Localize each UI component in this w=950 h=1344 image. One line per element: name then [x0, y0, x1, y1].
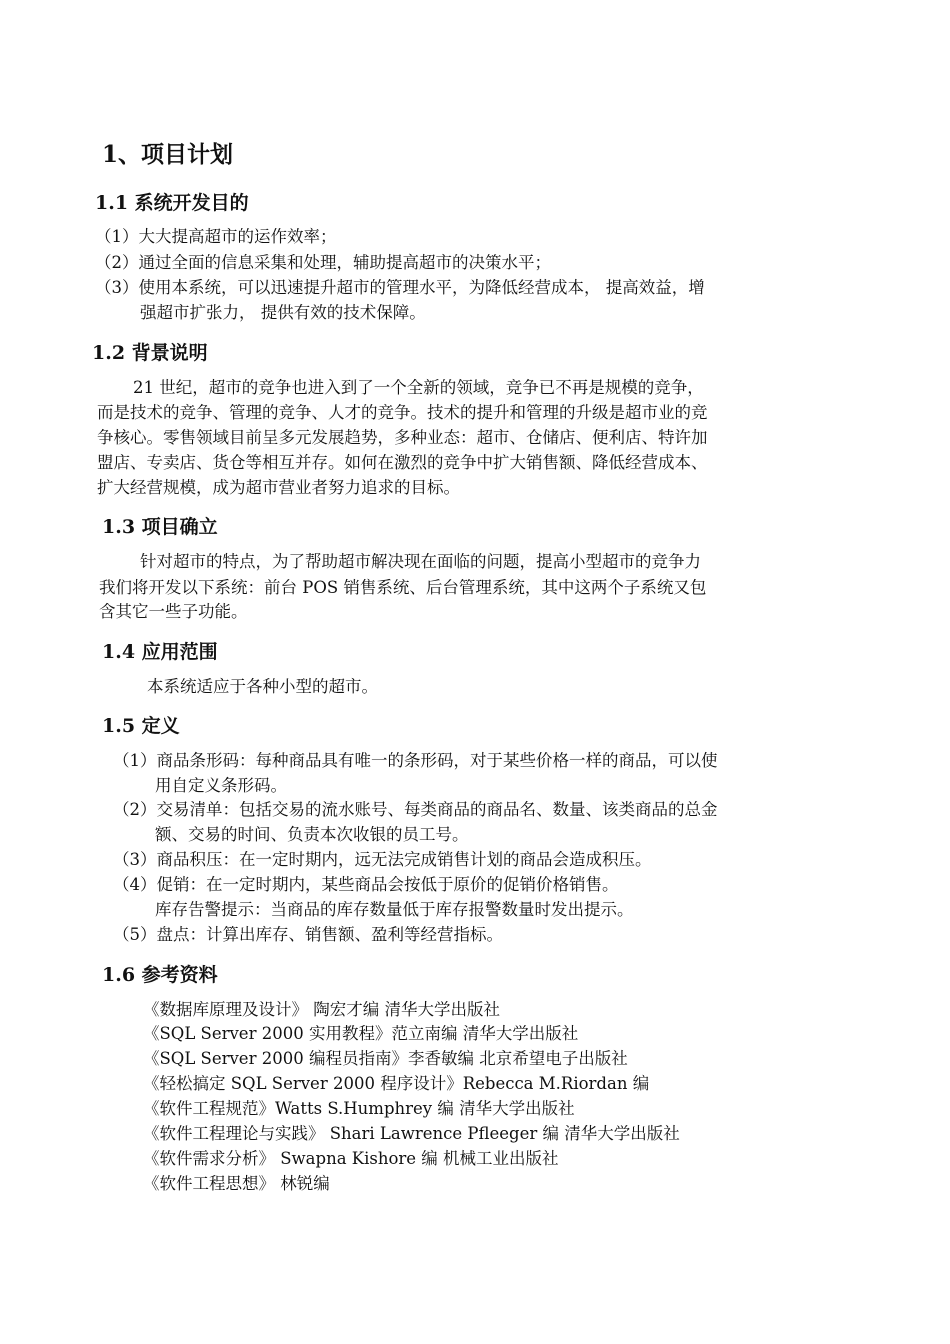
section-heading-1-5: 1.5 定义: [102, 715, 180, 737]
paragraph-line: 库存告警提示：当商品的库存数量低于库存报警数量时发出提示。: [155, 900, 634, 919]
paragraph-line: 而是技术的竞争、管理的竞争、人才的竞争。技术的提升和管理的升级是超市业的竞: [97, 403, 708, 422]
reference-item: 《软件工程理论与实践》 Shari Lawrence Pfleeger 编 清华大学出版社: [143, 1124, 680, 1143]
section-heading-1-2: 1.2 背景说明: [92, 342, 208, 364]
section-heading-1-4: 1.4 应用范围: [102, 641, 218, 663]
reference-item: 《数据库原理及设计》 陶宏才编 清华大学出版社: [143, 1000, 500, 1019]
reference-item: 《软件工程思想》 林锐编: [143, 1174, 330, 1193]
paragraph-line: （5）盘点：计算出库存、销售额、盈利等经营指标。: [113, 925, 503, 944]
paragraph-line: （2）通过全面的信息采集和处理，辅助提高超市的决策水平；: [95, 253, 551, 272]
paragraph-line: （3）商品积压：在一定时期内，远无法完成销售计划的商品会造成积压。: [113, 850, 652, 869]
page-title: 1、项目计划: [102, 141, 234, 168]
paragraph-line: 含其它一些子功能。: [99, 602, 248, 621]
reference-item: 《SQL Server 2000 编程员指南》李香敏编 北京希望电子出版社: [143, 1049, 628, 1068]
paragraph-line: （3）使用本系统，可以迅速提升超市的管理水平，为降低经营成本， 提高效益，增: [95, 278, 705, 297]
section-heading-1-6: 1.6 参考资料: [102, 964, 218, 986]
paragraph-line: （1）商品条形码：每种商品具有唯一的条形码，对于某些价格一样的商品，可以使: [113, 751, 718, 770]
paragraph-line: （4）促销：在一定时期内，某些商品会按低于原价的促销价格销售。: [113, 875, 619, 894]
paragraph-line: 针对超市的特点，为了帮助超市解决现在面临的问题，提高小型超市的竞争力: [140, 552, 701, 571]
paragraph-line: 用自定义条形码。: [155, 776, 287, 795]
reference-item: 《轻松搞定 SQL Server 2000 程序设计》Rebecca M.Riordan 编: [143, 1074, 650, 1093]
paragraph-line: 争核心。零售领域目前呈多元发展趋势，多种业态：超市、仓储店、便利店、特许加: [97, 428, 708, 447]
reference-item: 《软件需求分析》 Swapna Kishore 编 机械工业出版社: [143, 1149, 559, 1168]
reference-item: 《软件工程规范》Watts S.Humphrey 编 清华大学出版社: [143, 1099, 575, 1118]
paragraph-line: 强超市扩张力， 提供有效的技术保障。: [140, 303, 426, 322]
paragraph-line: 我们将开发以下系统：前台 POS 销售系统、后台管理系统，其中这两个子系统又包: [99, 578, 707, 597]
paragraph-line: 21 世纪，超市的竞争也进入到了一个全新的领域，竞争已不再是规模的竞争，: [133, 378, 704, 397]
section-heading-1-1: 1.1 系统开发目的: [95, 192, 249, 214]
paragraph-line: （2）交易清单：包括交易的流水账号、每类商品的商品名、数量、该类商品的总金: [113, 800, 718, 819]
paragraph-line: 盟店、专卖店、货仓等相互并存。如何在激烈的竞争中扩大销售额、降低经营成本、: [97, 453, 708, 472]
reference-item: 《SQL Server 2000 实用教程》范立南编 清华大学出版社: [143, 1024, 579, 1043]
section-heading-1-3: 1.3 项目确立: [102, 516, 218, 538]
paragraph-line: 扩大经营规模，成为超市营业者努力追求的目标。: [97, 478, 460, 497]
paragraph-line: 额、交易的时间、负责本次收银的员工号。: [155, 825, 469, 844]
paragraph-line: 本系统适应于各种小型的超市。: [147, 677, 378, 696]
paragraph-line: （1）大大提高超市的运作效率；: [95, 227, 337, 246]
